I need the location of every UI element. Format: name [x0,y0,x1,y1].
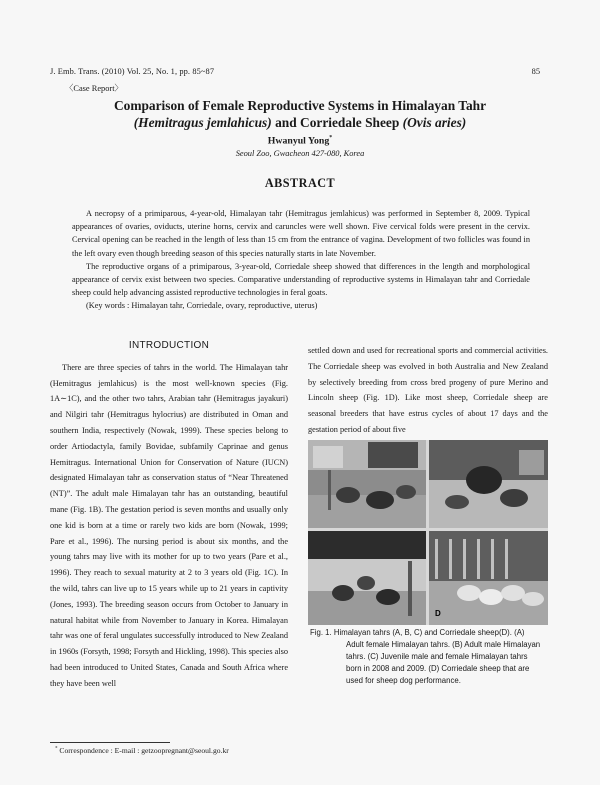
footnote-divider [50,742,170,743]
figure-caption-rest: Adult female Himalayan tahrs. (B) Adult male Himalayan tahrs. (C) Juvenile male and female Himalayan tahrs born in 2008 and 2009. (D) Corriedale sheep that are used for sheep dog performance. [346,640,541,685]
figure-panel-d-label: D [435,609,441,618]
panel-c-illustration [308,531,426,625]
page-number: 85 [531,67,540,76]
author-affiliation: Seoul Zoo, Gwacheon 427-080, Korea [235,149,365,159]
abstract-heading: ABSTRACT [264,176,336,190]
figure-1 [308,440,548,625]
panel-b-illustration [429,440,548,528]
figure-panel-a-photo [308,440,426,528]
abstract-paragraph-2: The reproductive organs of a primiparous, 3-year-old, Corriedale sheep showed that differences in the length and morphological appearance of cervix exist between two species. Comparative understanding of reproductive systems in Himalayan tahr and Corriedale sheep could help advancing assisted reproductive technologies in feral goats. [72,261,530,298]
figure-caption-lead: Fig. 1. Himalayan tahrs (A, B, C) and Corriedale sheep(D). (A) [310,628,525,637]
panel-a-illustration [308,440,426,528]
title-connector: and Corriedale Sheep [271,115,403,130]
correspondence-footnote [55,746,229,755]
figure-caption [310,627,542,687]
author-name-text: Hwanyul Yong [267,135,330,147]
keywords: (Key words : Himalayan tahr, Corriedale, ovary, reproductive, uterus) [86,301,318,311]
author-marker: * [329,135,333,141]
left-column [50,338,288,692]
panel-d-illustration [429,531,548,625]
running-head: J. Emb. Trans. (2010) Vol. 25, No. 1, pp. 85~87 [50,67,215,76]
abstract-body [72,207,530,313]
introduction-continued: settled down and used for recreational sports and commercial activities. The Corriedale sheep was evolved in both Australia and New Zealand by selectively breeding from cross bred progeny of pure Merino and Lincoln sheep (Fig. 1D). Like most sheep, Corriedale sheep are seasonal breeders that have estrus cycles of about 17 days and the gestation period of about five [308,346,548,434]
footnote-text: Correspondence : E-mail : getzoopregnant@seoul.go.kr [57,746,229,755]
title-block [60,97,540,158]
title-species-sheep: (Ovis aries) [402,115,467,130]
title-line-2 [60,114,540,131]
figure-panel-b-photo [429,440,548,528]
figure-panel-c-photo [308,531,426,625]
article-type: 〈Case Report〉 [65,84,123,93]
figure-panel-d-photo [429,531,548,625]
introduction-heading: INTRODUCTION [128,340,210,351]
right-column [308,343,548,438]
title-line-1: Comparison of Female Reproductive Systems in Himalayan Tahr [113,98,487,113]
author-name [60,135,540,146]
abstract-paragraph-1: A necropsy of a primiparous, 4-year-old, Himalayan tahr (Hemitragus jemlahicus) was performed in September 8, 2009. Typical appearances of ovaries, oviducts, uterine horns, cervix and caruncles were well shown. Five cervical folds were present in the cervix. Cervical opening can be reached in the length of less than 15 cm from the entrance of vagina. Development of two follicles was found in the left ovary even though breeding season of this species naturally starts in late November. [72,209,530,258]
title-species-tahr: (Hemitragus jemlahicus) [133,115,272,130]
footnote-marker: * [55,746,58,752]
introduction-paragraph: There are three species of tahrs in the world. The Himalayan tahr (Hemitragus jemlahicus) is the most well-known species (Fig. 1A∼1C), and the other two tahrs, Arabian tahr (Hemitragus jayakuri) and Nilgiri tahr (Hemitragus hylocrius) are distributed in Oman and southern India, respectively (Nowak, 1999). These species belong to order Artiodactyla, family Bovidae, subfamily Caprinae and genus Hemitragus. International Union for Conservation of Nature (IUCN) designated Himalayan tahr as conservation status of “Near Threatened (NT)”. The adult male Himalayan tahr has an outstanding, beautiful mane (Fig. 1B). The gestation period is seven months and usually only one kid is born at a time or rarely two kids are born (Nowak, 1999; Pare et al., 1996). The nursing period is about six months, and the young tahrs may live with its mother for up to two years (Pare et al., 1996). They reach to sexual maturity at 2 to 3 years old (Fig. 1C). In the wild, tahrs can live up to 15 years while up to 21 years in captivity (Jones, 1993). The breeding season occurs from October to January in natural habitat while from November to January in Korea. Himalayan tahr was one of feral ungulates successfully introduced to New Zealand in 1960s (Forsyth, 1998; Forsyth and Hickling, 1998). This species also had been introduced to United States, Canada and South Africa where they have been well [50,362,288,688]
